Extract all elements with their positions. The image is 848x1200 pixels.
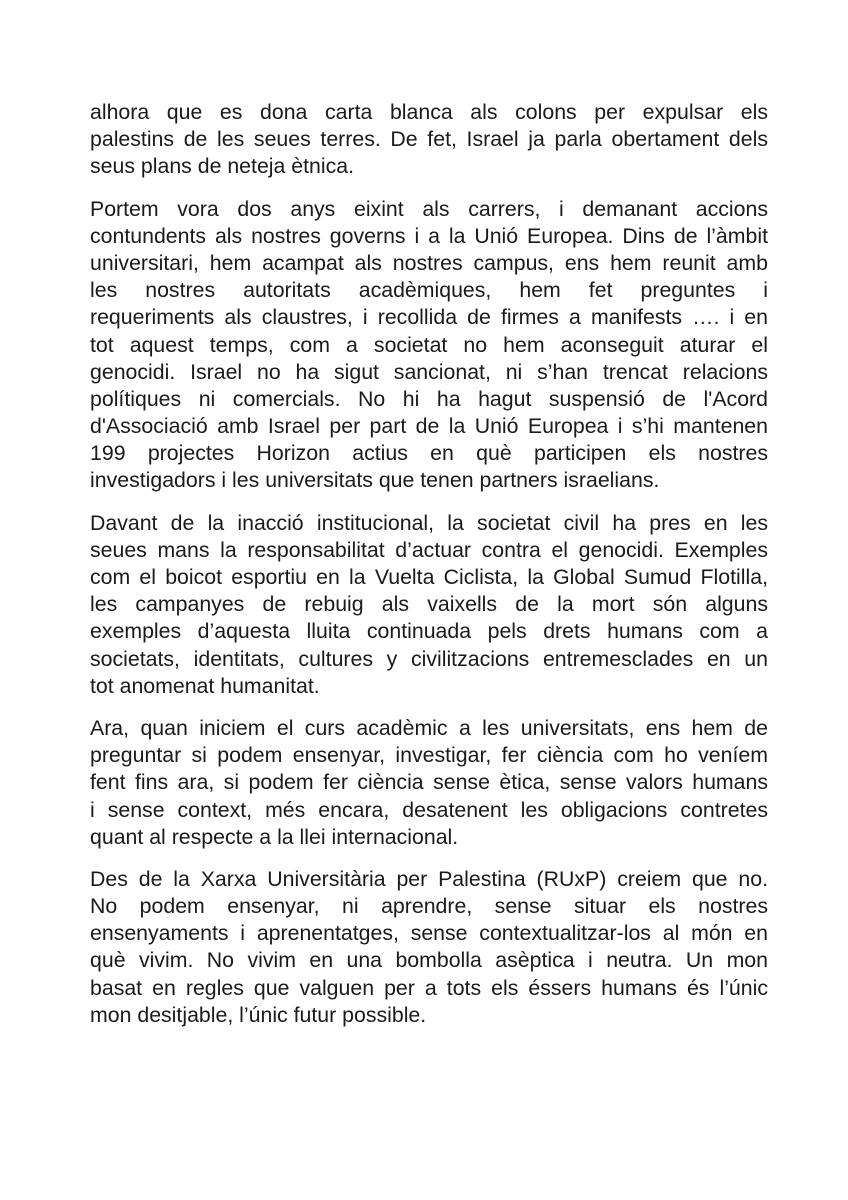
paragraph-5 bbox=[90, 866, 768, 1029]
text-line: les nostres autoritats acadèmiques, hem fet preguntes i bbox=[90, 278, 768, 303]
text-line: Portem vora dos anys eixint als carrers, i demanant accions bbox=[90, 196, 768, 221]
text-line: Davant de la inacció institucional, la societat civil ha pres en les bbox=[90, 510, 768, 535]
text-line: mon desitjable, l’únic futur possible. bbox=[90, 1002, 427, 1027]
text-line: No podem ensenyar, ni aprendre, sense situar els nostres bbox=[90, 894, 768, 919]
text-line: exemples d’aquesta lluita continuada pels drets humans com a bbox=[90, 619, 768, 644]
text-line: preguntar si podem ensenyar, investigar, fer ciència com ho veníem bbox=[90, 743, 768, 768]
text-line: Ara, quan iniciem el curs acadèmic a les universitats, ens hem de bbox=[90, 715, 768, 740]
text-line: les campanyes de rebuig als vaixells de la mort són alguns bbox=[90, 592, 768, 617]
text-line: societats, identitats, cultures y civilitzacions entremesclades en un bbox=[90, 646, 768, 671]
text-line: contundents als nostres governs i a la Unió Europea. Dins de l’àmbit bbox=[90, 223, 768, 248]
text-line: què vivim. No vivim en una bombolla asèptica i neutra. Un mon bbox=[90, 948, 768, 973]
text-line: 199 projectes Horizon actius en què participen els nostres bbox=[90, 441, 768, 466]
text-line: seus plans de neteja ètnica. bbox=[90, 154, 355, 179]
text-line: com el boicot esportiu en la Vuelta Ciclista, la Global Sumud Flotilla, bbox=[90, 565, 768, 589]
paragraph-4 bbox=[90, 715, 768, 851]
text-line: universitari, hem acampat als nostres campus, ens hem reunit amb bbox=[90, 250, 768, 275]
document-body bbox=[90, 99, 768, 1044]
text-line: tot anomenat humanitat. bbox=[90, 673, 320, 698]
text-line: alhora que es dona carta blanca als colons per expulsar els bbox=[90, 100, 768, 124]
text-line: ensenyaments i aprenentatges, sense contextualitzar-los al món en bbox=[90, 921, 768, 946]
text-line: requeriments als claustres, i recollida de firmes a manifests …. i en bbox=[90, 305, 768, 330]
text-line: basat en regles que valguen per a tots els éssers humans és l’únic bbox=[90, 975, 768, 1000]
text-line: Des de la Xarxa Universitària per Palestina (RUxP) creiem que no. bbox=[90, 866, 768, 891]
paragraph-3 bbox=[90, 510, 768, 700]
text-line: investigadors i les universitats que tenen partners israelians. bbox=[90, 468, 660, 493]
text-line: quant al respecte a la llei internacional. bbox=[90, 824, 459, 849]
text-line: polítiques ni comercials. No hi ha hagut suspensió de l'Acord bbox=[90, 386, 768, 411]
text-line: tot aquest temps, com a societat no hem aconseguit aturar el bbox=[90, 332, 768, 357]
text-line: palestins de les seues terres. De fet, Israel ja parla obertament dels bbox=[90, 127, 768, 152]
text-line: seues mans la responsabilitat d’actuar contra el genocidi. Exemples bbox=[90, 537, 768, 562]
text-line: genocidi. Israel no ha sigut sancionat, ni s’han trencat relacions bbox=[90, 359, 768, 384]
paragraph-1 bbox=[90, 99, 768, 181]
text-line: d'Associació amb Israel per part de la Unió Europea i s’hi mantenen bbox=[90, 414, 768, 439]
text-line: fent fins ara, si podem fer ciència sense ètica, sense valors humans bbox=[90, 770, 768, 795]
text-line: i sense context, més encara, desatenent les obligacions contretes bbox=[90, 797, 768, 822]
paragraph-2 bbox=[90, 196, 768, 495]
